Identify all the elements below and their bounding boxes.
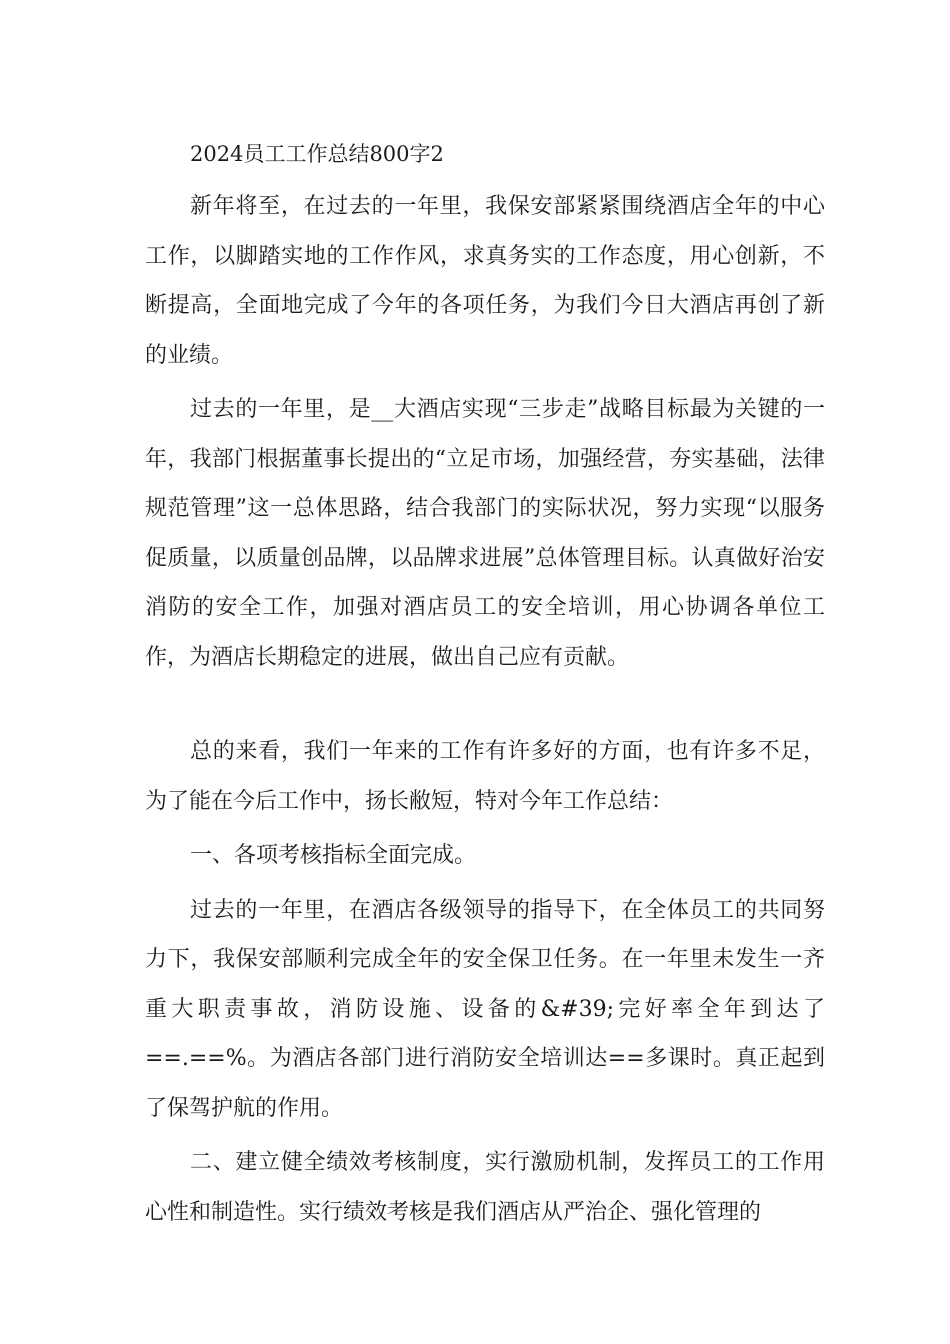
section-heading-2: 二、建立健全绩效考核制度，实行激励机制，发挥员工的工作用心性和制造性。实行绩效考核是我们酒店从严治企、强化管理的 xyxy=(145,1150,825,1225)
paragraph-intro: 新年将至，在过去的一年里，我保安部紧紧围绕酒店全年的中心工作，以脚踏实地的工作作风，求真务实的工作态度，用心创新，不断提高，全面地完成了今年的各项任务，为我们今日大酒店再创了新的业绩。 xyxy=(145,194,825,368)
document-title: 2024员工工作总结800字2 xyxy=(190,142,444,166)
document-body xyxy=(145,131,825,1237)
paragraph-overview: 总的来看，我们一年来的工作有许多好的方面，也有许多不足，为了能在今后工作中，扬长敝短，特对今年工作总结： xyxy=(145,739,825,814)
paragraph-strategy: 过去的一年里，是__大酒店实现“三步走”战略目标最为关键的一年，我部门根据董事长提出的“立足市场，加强经营，夯实基础，法律规范管理”这一总体思路，结合我部门的实际状况，努力实现“以服务促质量，以质量创品牌，以品牌求进展”总体管理目标。认真做好治安消防的安全工作，加强对酒店员工的安全培训，用心协调各单位工作，为酒店长期稳定的进展，做出自己应有贡献。 xyxy=(145,397,825,670)
section-heading-1: 一、各项考核指标全面完成。 xyxy=(190,843,477,868)
paragraph-spacer xyxy=(145,682,825,727)
paragraph-section-1: 过去的一年里，在酒店各级领导的指导下，在全体员工的共同努力下，我保安部顺利完成全年的安全保卫任务。在一年里未发生一齐重大职责事故，消防设施、设备的&#39;完好率全年到达了==.==%。为酒店各部门进行消防安全培训达==多课时。真正起到了保驾护航的作用。 xyxy=(145,897,825,1121)
